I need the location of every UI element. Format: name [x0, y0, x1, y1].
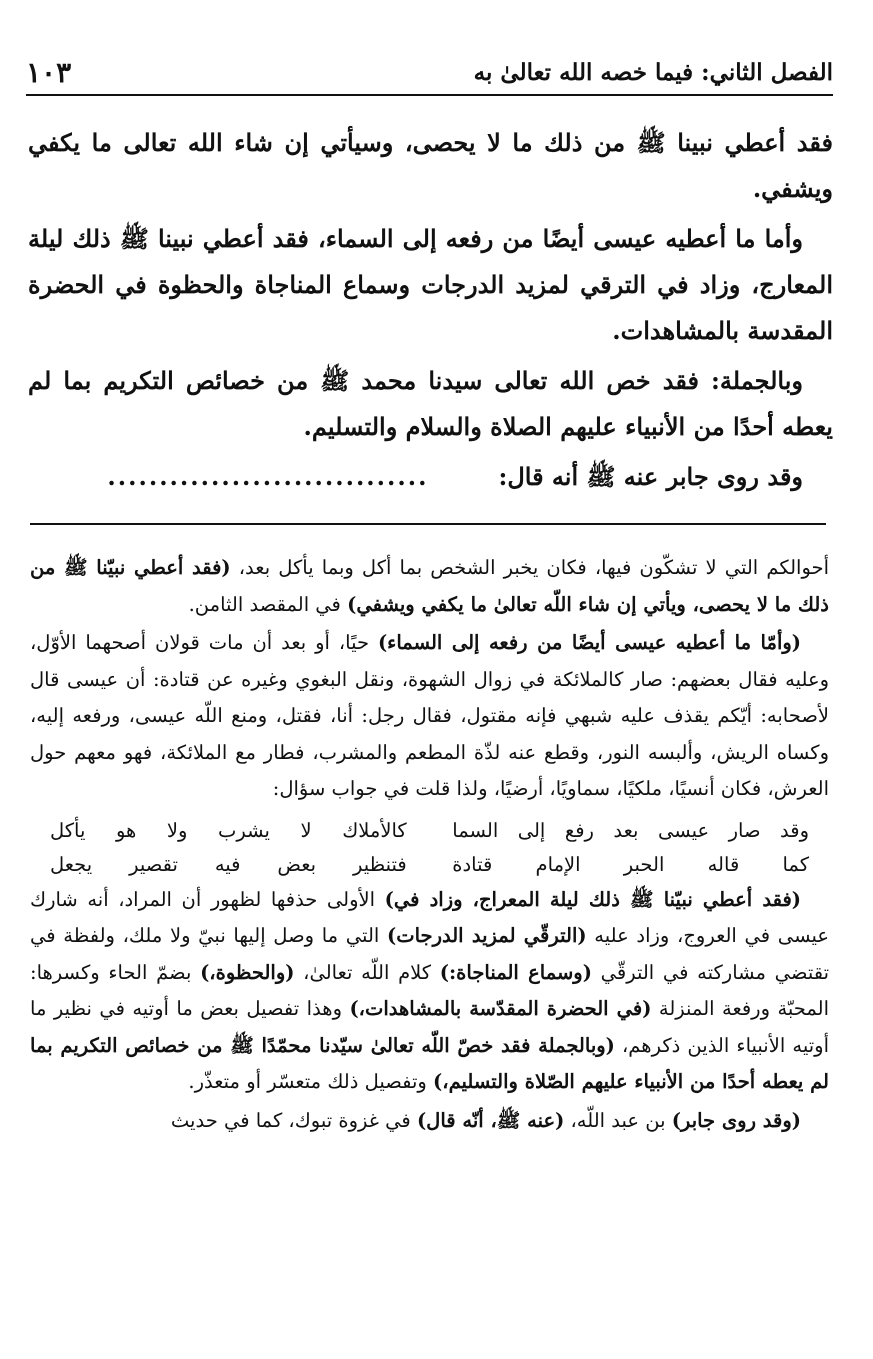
commentary-text: التي ما وصل إليها نبيّ ولا ملك، ولفظة في تقتضي مشاركته في الترقّي [30, 924, 829, 984]
quoted-main-text: (عنه ﷺ، أنّه قال) [416, 1108, 565, 1132]
verse-2-second-hemistich: فتنظير بعض فيه تقصير يجعل [50, 852, 407, 876]
quoted-main-text: (فقد أعطي نبيّنا ﷺ ذلك ليلة المعراج، وزاد في) [384, 887, 802, 911]
commentary-text: وتفصيل ذلك متعسّر أو متعذّر. [188, 1070, 434, 1093]
commentary-text: في المقصد الثامن. [188, 592, 348, 616]
commentary-text: حيًا، أو بعد أن مات قولان أصحهما الأوّل، وعليه فقال بعضهم: صار كالملائكة في زوال الشهوة، ونقل البغوي وغيره عن قتادة: أن عيسى قال لأصحابه: أيّكم يقذف عليه شبهي فإنه مقتول، فقال رجل: أنا، فقتل، ومنع اللّه عيسى، ورفعه إليه، وكساه الريش، وألبسه النور، وقطع عنه لذّة المطعم والمشرب، فطار مع الملائكة، فهو معهم حول العرش، فكان أنسيًا، ملكيًا، سماويًا، أرضيًا، ولذا قلت في جواب سؤال: [30, 631, 829, 800]
quoted-main-text: (وسماع المناجاة:) [439, 960, 592, 984]
continuation-dots: ............................... [107, 462, 429, 491]
commentary-paragraph-3 [30, 882, 829, 1101]
chapter-title: الفصل الثاني: فيما خصه الله تعالىٰ به [473, 58, 833, 86]
commentary-paragraph-4 [30, 1103, 829, 1140]
quoted-main-text: (وبالجملة فقد خصّ اللّه تعالىٰ سيّدنا محمّدًا ﷺ من خصائص التكريم بما لم يعطه أحدًا من الأنبياء عليهم الصّلاة والتسليم،) [30, 1033, 829, 1093]
page-number: ١٠٣ [26, 55, 72, 89]
commentary [30, 550, 829, 1141]
main-text [28, 120, 833, 504]
verse-1-second-hemistich: كالأملاك لا يشرب ولا هو يأكل [50, 818, 407, 842]
main-paragraph-1: فقد أعطي نبينا ﷺ من ذلك ما لا يحصى، وسيأتي إن شاء الله تعالى ما يكفي ويشفي. [28, 128, 833, 203]
verse-1-first-hemistich: وقد صار عيسى بعد رفع إلى السما [452, 818, 809, 842]
commentary-text: كلام اللّه تعالىٰ، [294, 960, 440, 984]
quoted-main-text: (فقد أعطي نبيّنا ﷺ من ذلك ما لا يحصى، ويأتي إن شاء اللّه تعالىٰ ما يكفي ويشفي) [30, 556, 829, 616]
main-paragraph-2: وأما ما أعطيه عيسى أيضًا من رفعه إلى السماء، فقد أعطي نبينا ﷺ ذلك ليلة المعارج، وزاد في الترقي لمزيد الدرجات وسماع المناجاة والحظوة في الحضرة المقدسة بالمشاهدات. [28, 224, 833, 345]
quoted-main-text: (والحظوة،) [200, 960, 295, 984]
poem-verse-1 [50, 814, 809, 848]
commentary-text: أحوالكم التي لا تشكّون فيها، فكان يخبر الشخص بما أكل وبما يأكل بعد، [230, 556, 829, 579]
page-header [26, 50, 833, 96]
commentary-text: الأولى حذفها لظهور أن المراد، أنه شارك عيسى في العروج، وزاد عليه [30, 887, 829, 947]
commentary-paragraph-1 [30, 550, 829, 623]
quoted-main-text: (وأمّا ما أعطيه عيسى أيضًا من رفعه إلى السماء) [377, 631, 801, 654]
quoted-main-text: (الترقّي لمزيد الدرجات) [387, 924, 587, 947]
quoted-main-text: (وقد روى جابر) [671, 1108, 801, 1132]
verse-2-first-hemistich: كما قاله الحبر الإمام قتادة [452, 852, 809, 876]
main-paragraph-4 [28, 454, 833, 500]
quoted-main-text: (في الحضرة المقدّسة بالمشاهدات،) [349, 997, 652, 1020]
section-divider [30, 523, 826, 525]
poem [50, 814, 809, 882]
poem-verse-2 [50, 848, 809, 882]
commentary-paragraph-2 [30, 625, 829, 808]
commentary-text: في غزوة تبوك، كما في حديث [170, 1108, 417, 1132]
main-paragraph-4-text: وقد روى جابر عنه ﷺ أنه قال: [498, 462, 803, 491]
commentary-text: بن عبد اللّه، [564, 1108, 672, 1132]
commentary-text: بضمّ الحاء وكسرها: المحبّة ورفعة المنزلة [30, 960, 829, 1020]
main-paragraph-3: وبالجملة: فقد خص الله تعالى سيدنا محمد ﷺ من خصائص التكريم بما لم يعطه أحدًا من الأنبياء عليهم الصلاة والسلام والتسليم. [28, 366, 833, 441]
commentary-text: وهذا تفصيل بعض ما أوتيه في نظير ما أوتيه الأنبياء الذين ذكرهم، [30, 997, 829, 1057]
